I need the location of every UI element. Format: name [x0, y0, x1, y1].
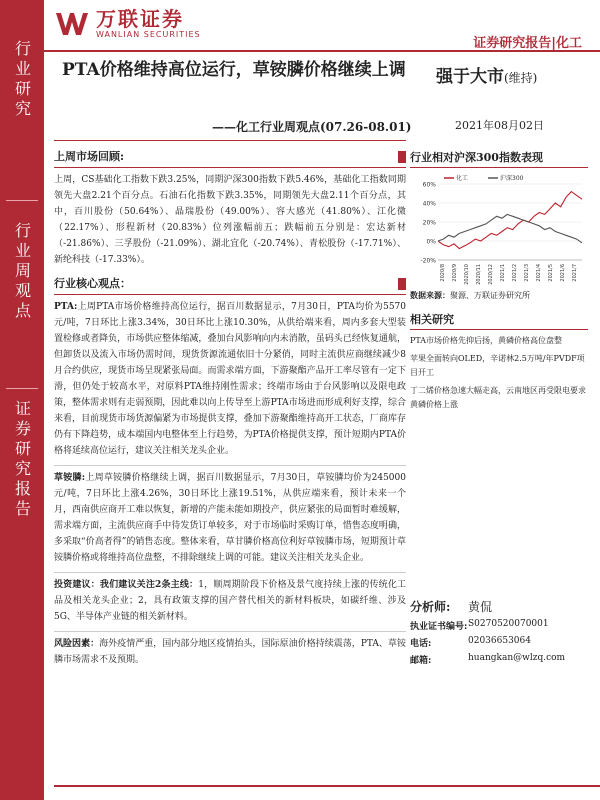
x-tick-label: 2021/1 — [500, 264, 506, 282]
x-tick-label: 2021/3 — [524, 264, 530, 282]
analyst-name-row — [410, 598, 588, 615]
risk-label: 风险因素： — [54, 639, 100, 649]
section-marker-icon — [398, 278, 406, 290]
pta-text: 上周PTA市场价格维持高位运行，据百川数据显示，7月30日，PTA均价为5570元/吨，7日环比上涨3.34%，30日环比上涨10.30%，从供给端来看，周内多套大型装置检修或者降负，市场供应整体缩减，叠加台风影响向内未消散，虽码头已经恢复通航，但卸货以及流入市场仍需时间，现货货源流通依旧十分紧俏，同时主流供应商继续减少8月合约供应，现货市场呈现紧张局面。而需求端方面，下游聚酯产品开工率尽管有一定下滑，但仍处于较高水平，对原料PTA维持刚性需求；终端市场由于台风影响以及限电政策，整体需求则有走弱预期，因此难以向上传导至上游PTA市场进而形成利好支撑，综合来看，目前现货市场货源偏紧为市场提供支撑，叠加下游聚酯维持高开工状态，厂商库存仍有下降趋势，成本端国内电整体至上行趋势，为PTA价格提供支撑，预计短期内PTA价格将延续高位运行，建议关注相关龙头企业。 — [54, 302, 406, 456]
sidebar-divider — [6, 388, 38, 389]
investment-paragraph — [54, 577, 406, 625]
section-header-market-review: 上周市场回顾: — [54, 149, 406, 168]
analyst-name: 黄侃 — [468, 600, 493, 614]
report-date: 2021年08月02日 — [455, 119, 544, 132]
analyst-email[interactable]: huangkan@wlzq.com — [468, 653, 566, 663]
analyst-license: S0270520070001 — [468, 619, 549, 629]
wanlian-logo-icon — [54, 10, 90, 38]
analyst-phone-row — [410, 636, 588, 649]
analyst-name-label: 分析师: — [410, 600, 451, 614]
rating-value: 强于大市 — [436, 67, 504, 87]
related-research-link[interactable]: PTA市场价格先抑后扬，黄磷价格高位盘整 — [410, 336, 563, 345]
pta-label: PTA: — [54, 302, 78, 312]
related-research-link[interactable]: 苹果全面转向OLED，辛诺林2.5万吨/年PVDF项目开工 — [410, 354, 585, 377]
caoan-label: 草铵膦: — [54, 473, 86, 483]
performance-chart — [410, 170, 588, 288]
legend-label: 化工 — [456, 175, 469, 182]
sidebar-label-securities-report: 证券研究报告 — [12, 400, 32, 520]
y-tick-label: 0% — [426, 238, 436, 246]
x-tick-label: 2021/5 — [548, 264, 554, 282]
analyst-email-label: 邮箱: — [410, 656, 432, 666]
x-tick-label: 2020/10 — [464, 264, 470, 285]
sidebar — [0, 0, 44, 800]
investment-label: 投资建议：我们建议关注2条主线： — [54, 580, 199, 590]
y-tick-label: 20% — [422, 219, 436, 227]
report-subtitle: ——化工行业周观点(07.26-08.01) — [212, 120, 412, 134]
header-divider — [44, 50, 600, 52]
risk-paragraph — [54, 636, 406, 668]
report-title: PTA价格维持高位运行，草铵膦价格继续上调 — [62, 60, 406, 80]
chart-header: 行业相对沪深300指数表现 — [410, 149, 588, 168]
x-tick-label: 2020/8 — [440, 264, 446, 282]
chart-source-text: 聚源、万联证券研究所 — [450, 291, 530, 300]
sidebar-label-industry-research: 行业研究 — [12, 40, 32, 120]
x-tick-label: 2021/2 — [512, 264, 518, 282]
risk-block — [54, 631, 406, 668]
x-tick-label: 2021/6 — [560, 264, 566, 282]
chart-source-label: 数据来源： — [410, 290, 450, 300]
caoan-block — [54, 465, 406, 566]
analyst-phone-label: 电话: — [410, 639, 432, 649]
main-column — [54, 145, 406, 668]
analyst-license-label: 执业证书编号: — [410, 622, 468, 632]
logo-name-cn: 万联证券 — [96, 7, 184, 31]
related-research-header: 相关研究 — [410, 311, 588, 330]
footer-divider — [54, 785, 600, 787]
y-tick-label: -20% — [420, 257, 436, 265]
section-marker-icon — [398, 151, 406, 163]
x-tick-label: 2020/9 — [452, 264, 458, 282]
section-header-core-views: 行业核心观点： — [54, 276, 406, 295]
caoan-text: 上周草铵膦价格继续上调，据百川数据显示，7月30日，草铵膦均价为245000元/吨，7日环比上涨4.26%，30日环比上涨19.51%，从供应端来看，预计未来一个月，西南供应商开工难以恢复，新增的产能未能如期投产，供应紧张的局面暂时难缓解，需求端方面，主流供应商手中待发货订单较多，对于市场临时采购订单，惜售态度明确，多采取“价高者得”的销售态度。整体来看，草甘膦价格高位利好草铵膦市场，短期预计草铵膦价格或将维持高位盘整，不排除继续上调的可能。建议关注相关龙头企业。 — [54, 473, 406, 563]
investment-text: 1，顺周期阶段下价格及景气度持续上涨的传统化工品及相关龙头企业；2，具有政策支撑的国产替代相关的新材料板块，如碳纤维、涉及5G、半导体产业链的相关新材料。 — [54, 580, 406, 622]
title-divider — [54, 140, 406, 141]
analyst-info — [410, 594, 588, 666]
x-tick-label: 2020/11 — [476, 264, 482, 285]
industry-rating — [436, 62, 537, 87]
performance-chart-svg — [410, 170, 588, 288]
analyst-email-row — [410, 653, 588, 666]
rating-note: (维持) — [504, 71, 538, 85]
market-review-text: 上周，CS基础化工指数下跌3.25%，同期沪深300指数下跌5.46%，基础化工指数同期领先大盘2.21个百分点。石油石化指数下跌3.35%，同期领先大盘2.11个百分点，其中，百川股份（50.64%）、晶瑞股份（49.00%）、容大感光（41.80%）、江化微（22.17%）、形程新材（20.83%）位列涨幅前五；跌幅前五分别是：宏达新材（-21.86%）、三孚股份（-21.09%）、湖北宜化（-20.74%）、青松股份（-17.71%）、新纶科技（-17.33%）。 — [54, 175, 406, 265]
right-column — [410, 145, 588, 412]
caoan-paragraph — [54, 470, 406, 566]
legend-label: 沪深300 — [500, 175, 524, 182]
report-type: 证券研究报告|化工 — [473, 36, 582, 51]
investment-block — [54, 572, 406, 625]
x-tick-label: 2020/12 — [488, 264, 494, 285]
series-line-0 — [438, 192, 582, 249]
x-tick-label: 2021/4 — [536, 264, 542, 282]
sidebar-divider — [6, 200, 38, 201]
analyst-phone: 02036653064 — [468, 636, 531, 646]
risk-text: 海外疫情严重，国内部分地区疫情抬头，国际原油价格持续震荡，PTA、草铵膦市场需求不及预期。 — [54, 639, 406, 665]
y-tick-label: 60% — [422, 181, 436, 189]
logo-name-en: WANLIAN SECURITIES — [96, 30, 201, 39]
company-logo — [54, 8, 201, 39]
chart-source — [410, 290, 588, 301]
analyst-license-row — [410, 619, 588, 632]
y-tick-label: 40% — [422, 200, 436, 208]
x-tick-label: 2021/7 — [572, 264, 578, 282]
pta-paragraph — [54, 299, 406, 459]
related-research-link[interactable]: 丁二烯价格急速大幅走高，云南地区再受限电要求黄磷价格上涨 — [410, 386, 586, 409]
sidebar-label-weekly-view: 行业周观点 — [12, 222, 32, 322]
